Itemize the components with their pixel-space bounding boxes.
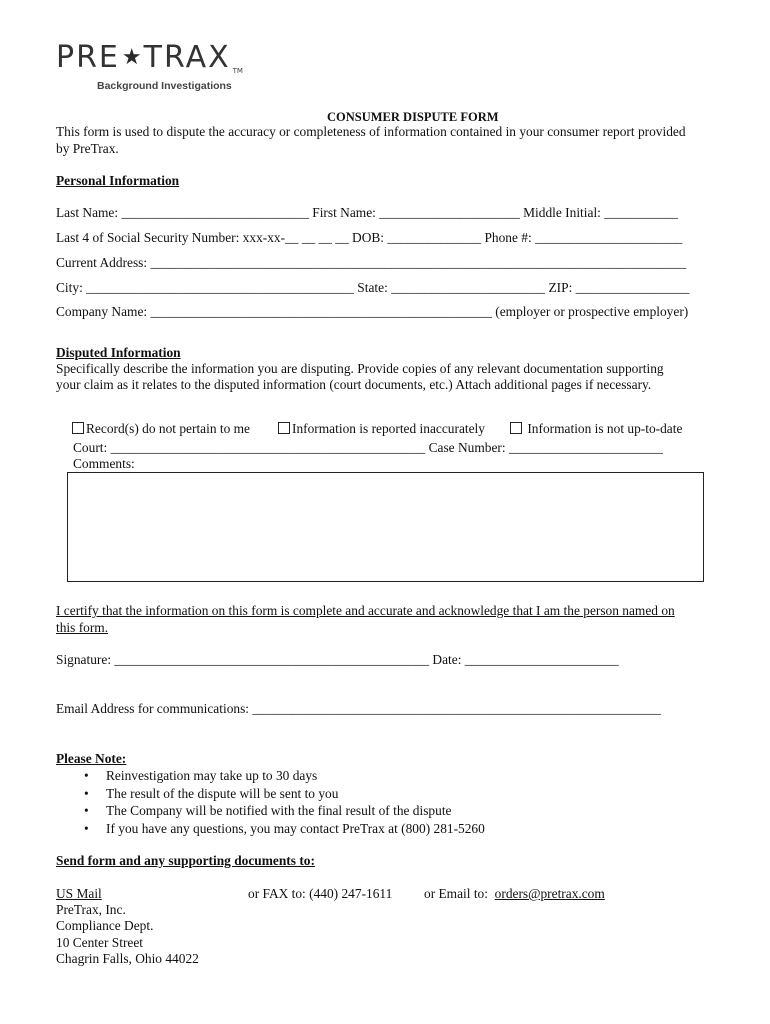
logo-subtitle: Background Investigations [97,80,232,92]
note-text: The result of the dispute will be sent to you [106,785,339,801]
us-mail-label: US Mail [56,886,102,901]
address-line: 10 Center Street [56,935,144,950]
send-to-heading: Send form and any supporting documents to: [56,853,315,868]
note-text: The Company will be notified with the final result of the dispute [106,803,452,818]
email-communications-row[interactable]: Email Address for communications: _____________________________________________________________ [56,701,661,716]
ssn-dob-phone-row[interactable]: Last 4 of Social Security Number: xxx-xx-__ __ __ __ DOB: ______________ Phone #: ______________________ [56,230,683,245]
intro-line-2: by PreTrax. [56,141,119,156]
star-icon: ★ [121,44,142,69]
address-line: Chagrin Falls, Ohio 44022 [56,951,199,966]
checkbox-not-up-to-date[interactable] [510,422,522,434]
note-text: Reinvestigation may take up to 30 days [106,768,318,783]
checkbox-inaccurate[interactable] [278,422,290,434]
signature-date-row[interactable]: Signature: _______________________________________________ Date: _______________________ [56,652,619,667]
note-text: If you have any questions, you may contact PreTrax at (800) 281-5260 [106,820,485,836]
personal-info-heading: Personal Information [56,173,180,188]
comments-label: Comments: [73,456,135,471]
option-not-up-to-date-label: Information is not up-to-date [524,421,683,436]
current-address-row[interactable]: Current Address: ________________________________________________________________________________ [56,255,687,270]
list-item [84,803,485,821]
intro-line-1: This form is used to dispute the accuracy or completeness of information contained in your consumer report provided [56,124,686,139]
logo-trax-text: TRAX [143,40,231,75]
court-case-row[interactable]: Court: _______________________________________________ Case Number: _______________________ [73,440,663,455]
name-row[interactable]: Last Name: ____________________________ First Name: _____________________ Middle Initial: ___________ [56,205,678,220]
option-not-pertain-label: Record(s) do not pertain to me [86,421,250,436]
email-contact [424,886,605,902]
address-line: PreTrax, Inc. [56,902,126,917]
option-inaccurate[interactable] [278,421,485,437]
bullet-icon: • [84,785,89,801]
form-title: CONSUMER DISPUTE FORM [327,110,499,124]
bullet-icon: • [84,803,89,818]
checkbox-not-pertain[interactable] [72,422,84,434]
comments-box[interactable] [67,472,704,582]
company-name-row[interactable]: Company Name: ___________________________________________________ (employer or prospective employer) [56,304,689,319]
bullet-icon: • [84,820,89,836]
certify-line-1: I certify that the information on this form is complete and accurate and acknowledge that I am the person named on [56,603,675,618]
company-logo [56,40,241,75]
city-state-zip-row[interactable]: City: ________________________________________ State: _______________________ ZIP: _________________ [56,280,690,295]
disputed-desc-line-2: your claim as it relates to the disputed information (court documents, etc.) Attach additional pages if necessary. [56,377,652,392]
disputed-info-heading: Disputed Information [56,345,181,360]
option-not-pertain[interactable] [72,421,250,437]
email-link[interactable]: orders@pretrax.com [494,886,605,901]
list-item [84,821,485,839]
option-inaccurate-label: Information is reported inaccurately [292,421,485,436]
fax-number: or FAX to: (440) 247-1611 [248,886,393,901]
certify-line-2: this form. [56,620,109,635]
please-note-heading: Please Note: [56,751,127,766]
logo-pre-text: PRE [56,40,120,75]
trademark-mark: TM [232,67,243,75]
disputed-desc-line-1: Specifically describe the information you are disputing. Provide copies of any relevant documentation supporting [56,361,664,376]
list-item [84,768,485,786]
address-line: Compliance Dept. [56,918,154,933]
notes-list [84,768,485,838]
email-prefix: or Email to: [424,886,495,901]
option-not-up-to-date[interactable] [510,421,682,437]
list-item [84,786,485,804]
bullet-icon: • [84,768,89,783]
